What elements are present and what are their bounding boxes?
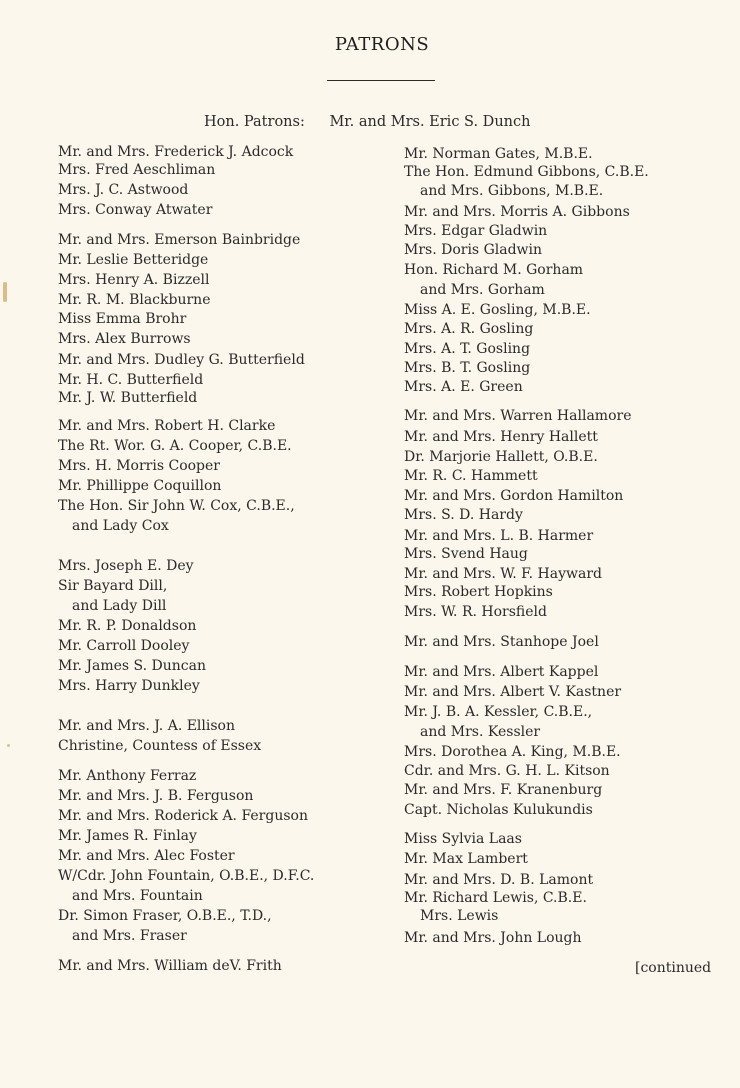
patron-entry: Mr. James S. Duncan xyxy=(58,658,206,674)
patron-entry: Mrs. Dorothea A. King, M.B.E. xyxy=(404,744,621,760)
patron-entry: Mr. and Mrs. John Lough xyxy=(404,930,582,946)
patron-entry: Dr. Marjorie Hallett, O.B.E. xyxy=(404,449,598,465)
patron-entry: Mrs. Alex Burrows xyxy=(58,331,191,347)
hon-patrons-names: Mr. and Mrs. Eric S. Dunch xyxy=(329,114,531,130)
patron-entry: and Mrs. Fountain xyxy=(72,888,203,904)
patron-entry: Mr. Carroll Dooley xyxy=(58,638,190,654)
patron-entry: Cdr. and Mrs. G. H. L. Kitson xyxy=(404,763,610,779)
patron-entry: Mr. and Mrs. Morris A. Gibbons xyxy=(404,204,630,220)
patron-entry: Mrs. H. Morris Cooper xyxy=(58,458,220,474)
patron-entry: and Mrs. Gorham xyxy=(420,282,545,298)
patron-entry: Hon. Richard M. Gorham xyxy=(404,262,584,278)
patron-entry: Mr. and Mrs. W. F. Hayward xyxy=(404,566,603,582)
patron-entry: Mr. R. P. Donaldson xyxy=(58,618,197,634)
patron-entry: Mrs. Fred Aeschliman xyxy=(58,162,216,178)
patron-entry: Miss Sylvia Laas xyxy=(404,831,522,847)
patron-entry: Mr. J. W. Butterfield xyxy=(58,390,198,406)
patron-entry: Mr. and Mrs. Warren Hallamore xyxy=(404,408,632,424)
paper-speck xyxy=(7,744,10,747)
patron-entry: Mr. R. C. Hammett xyxy=(404,468,538,484)
patron-entry: Mrs. S. D. Hardy xyxy=(404,507,523,523)
patron-entry: Dr. Simon Fraser, O.B.E., T.D., xyxy=(58,908,272,924)
patron-entry: Mr. Norman Gates, M.B.E. xyxy=(404,146,593,162)
patron-entry: Mr. Anthony Ferraz xyxy=(58,768,197,784)
patron-entry: and Lady Dill xyxy=(72,598,167,614)
patron-entry: Mr. and Mrs. Frederick J. Adcock xyxy=(58,144,294,160)
patron-entry: Mr. and Mrs. Dudley G. Butterfield xyxy=(58,352,305,368)
patron-entry: Sir Bayard Dill, xyxy=(58,578,168,594)
patron-entry: Mr. and Mrs. Emerson Bainbridge xyxy=(58,232,301,248)
patron-entry: Miss Emma Brohr xyxy=(58,311,187,327)
patron-entry: Mrs. Doris Gladwin xyxy=(404,242,543,258)
patron-entry: Mr. and Mrs. Roderick A. Ferguson xyxy=(58,808,308,824)
patron-entry: The Rt. Wor. G. A. Cooper, C.B.E. xyxy=(58,438,292,454)
patron-entry: Mr. H. C. Butterfield xyxy=(58,372,204,388)
patron-entry: Mr. and Mrs. Albert V. Kastner xyxy=(404,684,622,700)
patron-entry: Mr. and Mrs. Robert H. Clarke xyxy=(58,418,276,434)
patron-entry: Mr. and Mrs. J. B. Ferguson xyxy=(58,788,254,804)
patron-entry: and Mrs. Fraser xyxy=(72,928,187,944)
patron-entry: and Mrs. Gibbons, M.B.E. xyxy=(420,183,604,199)
patron-entry: The Hon. Edmund Gibbons, C.B.E. xyxy=(404,164,649,180)
patron-entry: Capt. Nicholas Kulukundis xyxy=(404,802,593,818)
patron-entry: Mrs. A. R. Gosling xyxy=(404,321,534,337)
patron-entry: Mrs. B. T. Gosling xyxy=(404,360,531,376)
patron-entry: Mrs. J. C. Astwood xyxy=(58,182,189,198)
continued-note: [continued xyxy=(635,960,712,976)
patron-entry: Mrs. Lewis xyxy=(420,908,499,924)
patron-entry: Mrs. W. R. Horsfield xyxy=(404,604,547,620)
patron-entry: Christine, Countess of Essex xyxy=(58,738,262,754)
title-rule xyxy=(327,80,435,81)
patron-entry: Mrs. Edgar Gladwin xyxy=(404,223,548,239)
patron-entry: W/Cdr. John Fountain, O.B.E., D.F.C. xyxy=(58,868,315,884)
patron-entry: Mr. and Mrs. Gordon Hamilton xyxy=(404,488,624,504)
patron-entry: Mr. J. B. A. Kessler, C.B.E., xyxy=(404,704,593,720)
patron-entry: Mrs. Joseph E. Dey xyxy=(58,558,194,574)
patron-entry: The Hon. Sir John W. Cox, C.B.E., xyxy=(58,498,295,514)
patron-entry: Mr. R. M. Blackburne xyxy=(58,292,211,308)
patron-entry: Mrs. A. T. Gosling xyxy=(404,341,531,357)
patron-entry: and Mrs. Kessler xyxy=(420,724,541,740)
patron-entry: Mrs. Henry A. Bizzell xyxy=(58,272,210,288)
patron-entry: Mr. and Mrs. J. A. Ellison xyxy=(58,718,235,734)
patron-entry: Mr. and Mrs. L. B. Harmer xyxy=(404,528,594,544)
patron-entry: Mr. Leslie Betteridge xyxy=(58,252,209,268)
patron-entry: Mr. and Mrs. William deV. Frith xyxy=(58,958,282,974)
hon-patrons-label: Hon. Patrons: xyxy=(204,114,305,130)
patron-entry: Mr. Phillippe Coquillon xyxy=(58,478,222,494)
patron-entry: Mr. and Mrs. Stanhope Joel xyxy=(404,634,599,650)
patron-entry: Mrs. Harry Dunkley xyxy=(58,678,200,694)
patron-entry: Mr. and Mrs. Alec Foster xyxy=(58,848,235,864)
patron-entry: Mr. and Mrs. Henry Hallett xyxy=(404,429,598,445)
patron-entry: Mr. James R. Finlay xyxy=(58,828,197,844)
patron-entry: Mr. and Mrs. Albert Kappel xyxy=(404,664,599,680)
patron-entry: Mrs. A. E. Green xyxy=(404,379,523,395)
paper-stain xyxy=(3,282,7,302)
patron-entry: Mr. Richard Lewis, C.B.E. xyxy=(404,890,587,906)
page-title: PATRONS xyxy=(334,34,430,55)
hon-patrons xyxy=(204,114,530,130)
patron-entry: Miss A. E. Gosling, M.B.E. xyxy=(404,302,591,318)
patron-entry: Mrs. Svend Haug xyxy=(404,546,528,562)
patron-entry: Mrs. Conway Atwater xyxy=(58,202,213,218)
patron-entry: Mr. and Mrs. D. B. Lamont xyxy=(404,872,594,888)
patron-entry: Mrs. Robert Hopkins xyxy=(404,584,553,600)
patron-entry: and Lady Cox xyxy=(72,518,169,534)
patron-entry: Mr. Max Lambert xyxy=(404,851,528,867)
patron-entry: Mr. and Mrs. F. Kranenburg xyxy=(404,782,603,798)
